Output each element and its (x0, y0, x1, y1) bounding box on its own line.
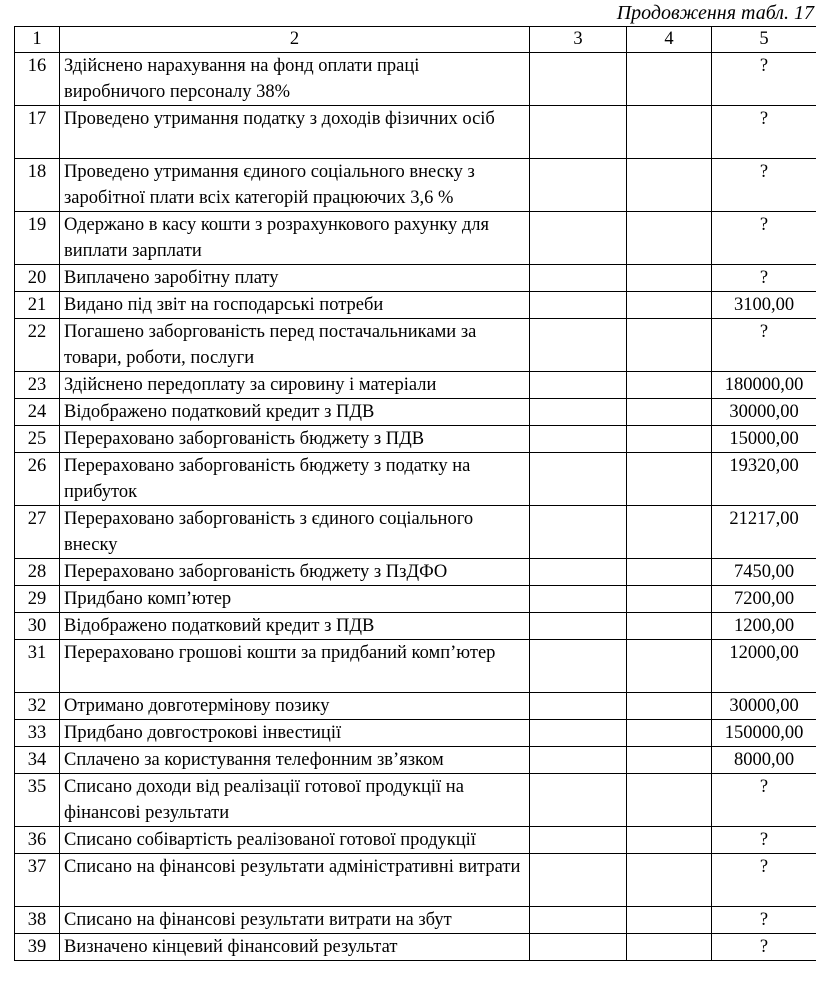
operation-description: Проведено утримання єдиного соціального внеску з заробітної плати всіх категорій працюючих 3,6 % (60, 159, 530, 212)
debit-account-cell (530, 292, 627, 319)
operation-description: Здійснено передоплату за сировину і матеріали (60, 372, 530, 399)
debit-account-cell (530, 934, 627, 961)
credit-account-cell (627, 53, 712, 106)
row-number: 36 (15, 827, 60, 854)
amount-cell: 30000,00 (712, 693, 816, 720)
operation-description: Перераховано заборгованість бюджету з податку на прибуток (60, 453, 530, 506)
amount-cell: ? (712, 265, 816, 292)
row-number: 26 (15, 453, 60, 506)
row-number: 34 (15, 747, 60, 774)
table-row (15, 453, 816, 506)
amount-cell: 1200,00 (712, 613, 816, 640)
table-row (15, 854, 816, 907)
amount-cell: ? (712, 319, 816, 372)
credit-account-cell (627, 106, 712, 159)
credit-account-cell (627, 506, 712, 559)
table-row (15, 399, 816, 426)
column-header-5: 5 (712, 27, 816, 53)
row-number: 25 (15, 426, 60, 453)
operation-description: Визначено кінцевий фінансовий результат (60, 934, 530, 961)
operation-description: Списано на фінансові результати адміністративні витрати (60, 854, 530, 907)
amount-cell: 8000,00 (712, 747, 816, 774)
operation-description: Списано собівартість реалізованої готової продукції (60, 827, 530, 854)
debit-account-cell (530, 693, 627, 720)
debit-account-cell (530, 559, 627, 586)
row-number: 18 (15, 159, 60, 212)
debit-account-cell (530, 319, 627, 372)
credit-account-cell (627, 399, 712, 426)
amount-cell: 180000,00 (712, 372, 816, 399)
debit-account-cell (530, 372, 627, 399)
row-number: 37 (15, 854, 60, 907)
debit-account-cell (530, 720, 627, 747)
column-header-3: 3 (530, 27, 627, 53)
table-row (15, 586, 816, 613)
table-row (15, 907, 816, 934)
debit-account-cell (530, 640, 627, 693)
table-row (15, 319, 816, 372)
debit-account-cell (530, 159, 627, 212)
table-row (15, 934, 816, 961)
amount-cell: 19320,00 (712, 453, 816, 506)
debit-account-cell (530, 426, 627, 453)
table-row (15, 693, 816, 720)
row-number: 35 (15, 774, 60, 827)
row-number: 24 (15, 399, 60, 426)
credit-account-cell (627, 613, 712, 640)
operation-description: Відображено податковий кредит з ПДВ (60, 613, 530, 640)
credit-account-cell (627, 265, 712, 292)
amount-cell: ? (712, 854, 816, 907)
credit-account-cell (627, 693, 712, 720)
amount-cell: ? (712, 212, 816, 265)
credit-account-cell (627, 854, 712, 907)
operation-description: Списано на фінансові результати витрати на збут (60, 907, 530, 934)
row-number: 22 (15, 319, 60, 372)
credit-account-cell (627, 586, 712, 613)
credit-account-cell (627, 372, 712, 399)
table-row (15, 506, 816, 559)
amount-cell: 3100,00 (712, 292, 816, 319)
operation-description: Придбано довгострокові інвестиції (60, 720, 530, 747)
operation-description: Перераховано заборгованість з єдиного соціального внеску (60, 506, 530, 559)
debit-account-cell (530, 506, 627, 559)
table-row (15, 159, 816, 212)
table-row (15, 292, 816, 319)
table-continuation-caption: Продовження табл. 17 (616, 2, 814, 24)
credit-account-cell (627, 774, 712, 827)
column-header-2: 2 (60, 27, 530, 53)
amount-cell: 12000,00 (712, 640, 816, 693)
debit-account-cell (530, 212, 627, 265)
operation-description: Перераховано грошові кошти за придбаний комп’ютер (60, 640, 530, 693)
row-number: 38 (15, 907, 60, 934)
credit-account-cell (627, 292, 712, 319)
transactions-table (14, 26, 816, 961)
operation-description: Перераховано заборгованість бюджету з ПзДФО (60, 559, 530, 586)
row-number: 32 (15, 693, 60, 720)
debit-account-cell (530, 854, 627, 907)
row-number: 23 (15, 372, 60, 399)
table-row (15, 747, 816, 774)
amount-cell: 7450,00 (712, 559, 816, 586)
credit-account-cell (627, 827, 712, 854)
amount-cell: ? (712, 907, 816, 934)
table-row (15, 426, 816, 453)
operation-description: Погашено заборгованість перед постачальниками за товари, роботи, послуги (60, 319, 530, 372)
table-row (15, 372, 816, 399)
row-number: 31 (15, 640, 60, 693)
row-number: 39 (15, 934, 60, 961)
credit-account-cell (627, 934, 712, 961)
table-row (15, 613, 816, 640)
column-header-1: 1 (15, 27, 60, 53)
table-row (15, 559, 816, 586)
debit-account-cell (530, 106, 627, 159)
debit-account-cell (530, 747, 627, 774)
table-header-row (15, 27, 816, 53)
credit-account-cell (627, 747, 712, 774)
row-number: 17 (15, 106, 60, 159)
row-number: 29 (15, 586, 60, 613)
operation-description: Списано доходи від реалізації готової продукції на фінансові результати (60, 774, 530, 827)
table-row (15, 212, 816, 265)
amount-cell: 21217,00 (712, 506, 816, 559)
amount-cell: ? (712, 934, 816, 961)
debit-account-cell (530, 265, 627, 292)
operation-description: Видано під звіт на господарські потреби (60, 292, 530, 319)
table-body (15, 53, 816, 961)
operation-description: Перераховано заборгованість бюджету з ПДВ (60, 426, 530, 453)
table-row (15, 53, 816, 106)
row-number: 19 (15, 212, 60, 265)
amount-cell: 15000,00 (712, 426, 816, 453)
credit-account-cell (627, 720, 712, 747)
amount-cell: 150000,00 (712, 720, 816, 747)
row-number: 27 (15, 506, 60, 559)
debit-account-cell (530, 774, 627, 827)
operation-description: Відображено податковий кредит з ПДВ (60, 399, 530, 426)
operation-description: Проведено утримання податку з доходів фізичних осіб (60, 106, 530, 159)
operation-description: Виплачено заробітну плату (60, 265, 530, 292)
table-row (15, 720, 816, 747)
debit-account-cell (530, 53, 627, 106)
credit-account-cell (627, 159, 712, 212)
debit-account-cell (530, 827, 627, 854)
row-number: 30 (15, 613, 60, 640)
credit-account-cell (627, 319, 712, 372)
credit-account-cell (627, 453, 712, 506)
amount-cell: ? (712, 106, 816, 159)
credit-account-cell (627, 907, 712, 934)
amount-cell: ? (712, 159, 816, 212)
amount-cell: 30000,00 (712, 399, 816, 426)
table-row (15, 827, 816, 854)
operation-description: Сплачено за користування телефонним зв’язком (60, 747, 530, 774)
amount-cell: ? (712, 53, 816, 106)
credit-account-cell (627, 212, 712, 265)
debit-account-cell (530, 586, 627, 613)
debit-account-cell (530, 907, 627, 934)
amount-cell: ? (712, 774, 816, 827)
table-row (15, 774, 816, 827)
row-number: 20 (15, 265, 60, 292)
table-row (15, 640, 816, 693)
operation-description: Придбано комп’ютер (60, 586, 530, 613)
amount-cell: ? (712, 827, 816, 854)
debit-account-cell (530, 399, 627, 426)
table-row (15, 106, 816, 159)
row-number: 16 (15, 53, 60, 106)
debit-account-cell (530, 453, 627, 506)
debit-account-cell (530, 613, 627, 640)
table-row (15, 265, 816, 292)
amount-cell: 7200,00 (712, 586, 816, 613)
credit-account-cell (627, 559, 712, 586)
operation-description: Здійснено нарахування на фонд оплати праці виробничого персоналу 38% (60, 53, 530, 106)
operation-description: Отримано довготермінову позику (60, 693, 530, 720)
operation-description: Одержано в касу кошти з розрахункового рахунку для виплати зарплати (60, 212, 530, 265)
credit-account-cell (627, 426, 712, 453)
row-number: 33 (15, 720, 60, 747)
credit-account-cell (627, 640, 712, 693)
column-header-4: 4 (627, 27, 712, 53)
row-number: 21 (15, 292, 60, 319)
row-number: 28 (15, 559, 60, 586)
